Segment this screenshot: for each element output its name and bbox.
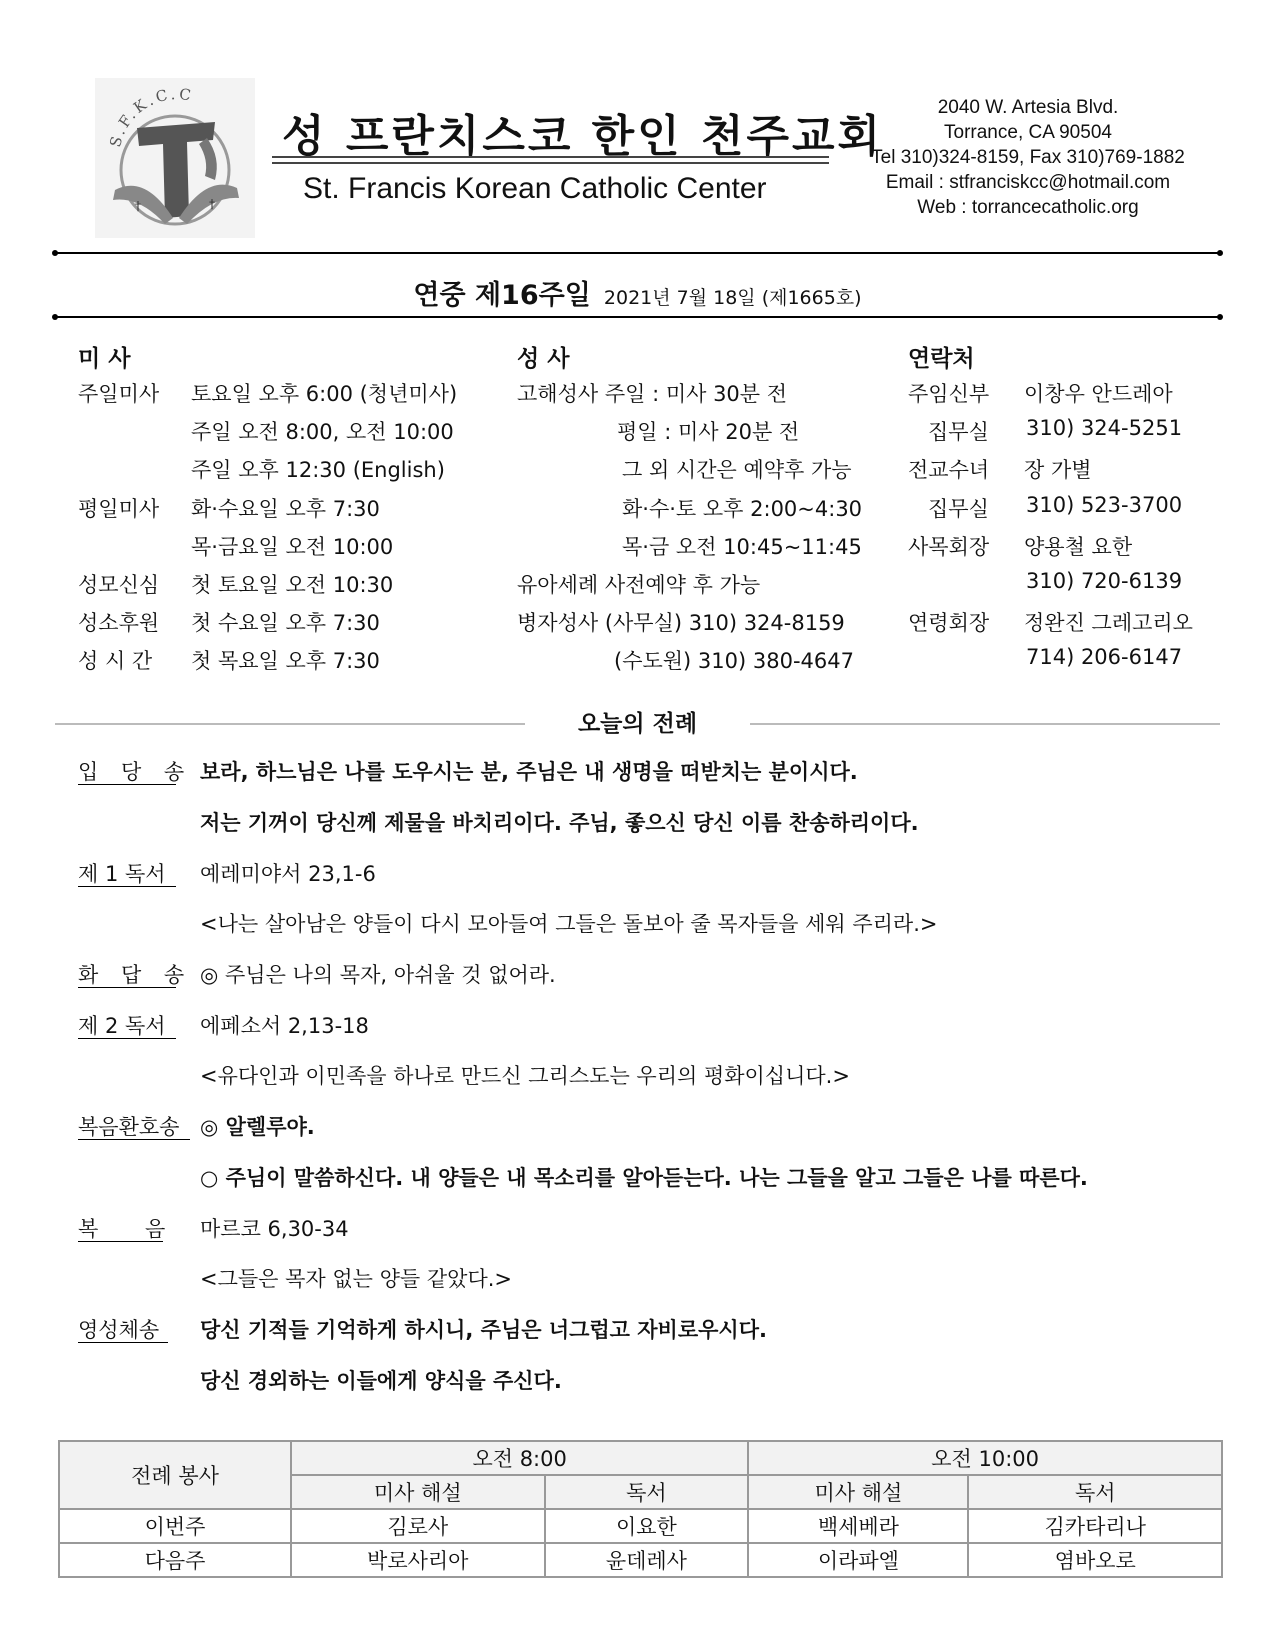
communion-line: 당신 기적들 기억하게 하시니, 주님은 너그럽고 자비로우시다. [200, 1318, 767, 1342]
entrance-line: 저는 기꺼이 당신께 제물을 바치리이다. 주님, 좋으신 당신 이름 찬송하리이다. [200, 811, 919, 835]
church-logo [95, 78, 255, 238]
gospel-ref: 마르코 6,30-34 [200, 1217, 349, 1241]
svg-text:†: † [135, 199, 141, 213]
gospel-summary: <그들은 목자 없는 양들 같았다.> [200, 1267, 512, 1291]
contact-label: 주임신부 [908, 382, 990, 406]
issue-line [0, 273, 1275, 312]
sacrament-line: 그 외 시간은 예약후 가능 [622, 458, 852, 482]
label-underline [78, 1342, 168, 1343]
liturgy-heading: 오늘의 전례 [577, 711, 698, 737]
mass-time: 화·수요일 오후 7:30 [191, 497, 380, 521]
sacrament-line: 평일 : 미사 20분 전 [617, 420, 800, 444]
church-title-english: St. Francis Korean Catholic Center [303, 172, 767, 205]
table-week: 이번주 [59, 1509, 291, 1543]
reading1-label: 제 1 독서 [78, 862, 166, 886]
liturgical-service-table [58, 1440, 1223, 1578]
reading1-ref: 예레미야서 23,1-6 [200, 862, 376, 886]
mass-time: 첫 토요일 오전 10:30 [191, 573, 394, 597]
address-line: Torrance, CA 90504 [944, 122, 1112, 143]
entrance-label: 입 당 송 [78, 760, 193, 784]
table-cell: 김로사 [291, 1509, 545, 1543]
sacrament-line: 유아세례 사전예약 후 가능 [517, 573, 761, 597]
table-subheader: 미사 해설 [748, 1475, 968, 1509]
table-week: 다음주 [59, 1543, 291, 1577]
sacrament-line: 고해성사 주일 : 미사 30분 전 [517, 382, 788, 406]
contact-value: 장 가별 [1024, 458, 1092, 482]
table-subheader: 독서 [968, 1475, 1222, 1509]
entrance-line: 보라, 하느님은 나를 도우시는 분, 주님은 내 생명을 떠받치는 분이시다. [200, 760, 858, 784]
mass-heading: 미 사 [78, 346, 131, 372]
contact-value: 714) 206-6147 [1026, 645, 1183, 669]
table-row [59, 1543, 1222, 1577]
alleluia-label: 복음환호송 [78, 1115, 180, 1139]
table-subheader: 미사 해설 [291, 1475, 545, 1509]
mass-label: 성소후원 [78, 611, 160, 635]
mass-time: 토요일 오후 6:00 (청년미사) [191, 382, 458, 406]
contact-label: 집무실 [928, 420, 989, 444]
contact-label: 사목회장 [908, 535, 990, 559]
issue-title: 연중 제16주일 [413, 280, 591, 311]
table-subheader: 독서 [545, 1475, 749, 1509]
svg-text:†: † [209, 197, 215, 211]
sacrament-line: 병자성사 (사무실) 310) 324-8159 [517, 611, 845, 635]
reading1-summary: <나는 살아남은 양들이 다시 모아들여 그들은 돌보아 줄 목자들을 세워 주리라.> [200, 912, 938, 936]
table-row [59, 1509, 1222, 1543]
contact-address-block [858, 95, 1198, 220]
table-cell: 김카타리나 [968, 1509, 1222, 1543]
label-underline [78, 1038, 176, 1039]
contact-value: 310) 720-6139 [1026, 569, 1183, 593]
contact-value: 310) 324-5251 [1026, 416, 1183, 440]
header-rule [55, 316, 1220, 318]
sacrament-line: 화·수·토 오후 2:00~4:30 [622, 497, 863, 521]
mass-label: 주일미사 [78, 382, 160, 406]
table-cell: 윤데레사 [545, 1543, 749, 1577]
label-underline [78, 1241, 163, 1242]
table-cell: 이라파엘 [748, 1543, 968, 1577]
alleluia-line: ○ 주님이 말씀하신다. 내 양들은 내 목소리를 알아듣는다. 나는 그들을 알고 그들은 나를 따른다. [200, 1166, 1088, 1190]
contact-value: 310) 523-3700 [1026, 493, 1183, 517]
table-header-8am: 오전 8:00 [291, 1441, 748, 1475]
reading2-label: 제 2 독서 [78, 1014, 166, 1038]
mass-label: 성 시 간 [78, 649, 153, 673]
issue-date: 2021년 7월 18일 (제1665호) [603, 287, 862, 309]
mass-time: 첫 목요일 오후 7:30 [191, 649, 380, 673]
contact-value: 정완진 그레고리오 [1024, 611, 1193, 635]
header-rule [55, 252, 1220, 254]
address-line: 2040 W. Artesia Blvd. [937, 97, 1119, 118]
contact-label: 전교수녀 [908, 458, 990, 482]
email-line: Email : stfranciskcc@hotmail.com [885, 172, 1171, 193]
reading2-summary: <유다인과 이민족을 하나로 만드신 그리스도는 우리의 평화이십니다.> [200, 1064, 850, 1088]
table-cell: 이요한 [545, 1509, 749, 1543]
mass-time: 주일 오후 12:30 (English) [191, 458, 445, 482]
mass-label: 평일미사 [78, 497, 160, 521]
tau-cross-with-hands-icon [95, 78, 255, 238]
communion-line: 당신 경외하는 이들에게 양식을 주신다. [200, 1369, 562, 1393]
contacts-heading: 연락처 [908, 346, 975, 372]
contact-label: 연령회장 [908, 611, 990, 635]
sacrament-line: 목·금 오전 10:45~11:45 [622, 535, 862, 559]
table-cell: 박로사리아 [291, 1543, 545, 1577]
communion-label: 영성체송 [78, 1318, 160, 1342]
sacrament-line: (수도원) 310) 380-4647 [614, 649, 854, 673]
table-cell: 염바오로 [968, 1543, 1222, 1577]
mass-time: 주일 오전 8:00, 오전 10:00 [191, 420, 454, 444]
table-cell: 백세베라 [748, 1509, 968, 1543]
mass-time: 첫 수요일 오후 7:30 [191, 611, 380, 635]
church-title-korean: 성 프란치스코 한인 천주교회 [282, 111, 884, 162]
sacraments-heading: 성 사 [517, 346, 570, 372]
contact-value: 이창우 안드레아 [1024, 382, 1173, 406]
title-divider [272, 156, 829, 158]
mass-label: 성모신심 [78, 573, 160, 597]
web-line: Web : torrancecatholic.org [917, 197, 1139, 218]
gospel-label: 복 음 [78, 1217, 186, 1241]
logo-arc-text: S.F.K.C.C [106, 84, 195, 150]
alleluia-line: ◎ 알렐루야. [200, 1115, 315, 1139]
label-underline [78, 784, 176, 785]
table-header-10am: 오전 10:00 [748, 1441, 1222, 1475]
table-corner: 전례 봉사 [59, 1441, 291, 1509]
label-underline [78, 886, 176, 887]
contact-label: 집무실 [928, 497, 989, 521]
mass-time: 목·금요일 오전 10:00 [191, 535, 394, 559]
contact-value: 양용철 요한 [1024, 535, 1133, 559]
psalm-text: ◎ 주님은 나의 목자, 아쉬울 것 없어라. [200, 963, 556, 987]
label-underline [78, 1139, 190, 1140]
label-underline [78, 987, 176, 988]
psalm-label: 화 답 송 [78, 963, 193, 987]
phone-line: Tel 310)324-8159, Fax 310)769-1882 [871, 147, 1185, 168]
reading2-ref: 에페소서 2,13-18 [200, 1014, 369, 1038]
title-divider [272, 162, 829, 164]
